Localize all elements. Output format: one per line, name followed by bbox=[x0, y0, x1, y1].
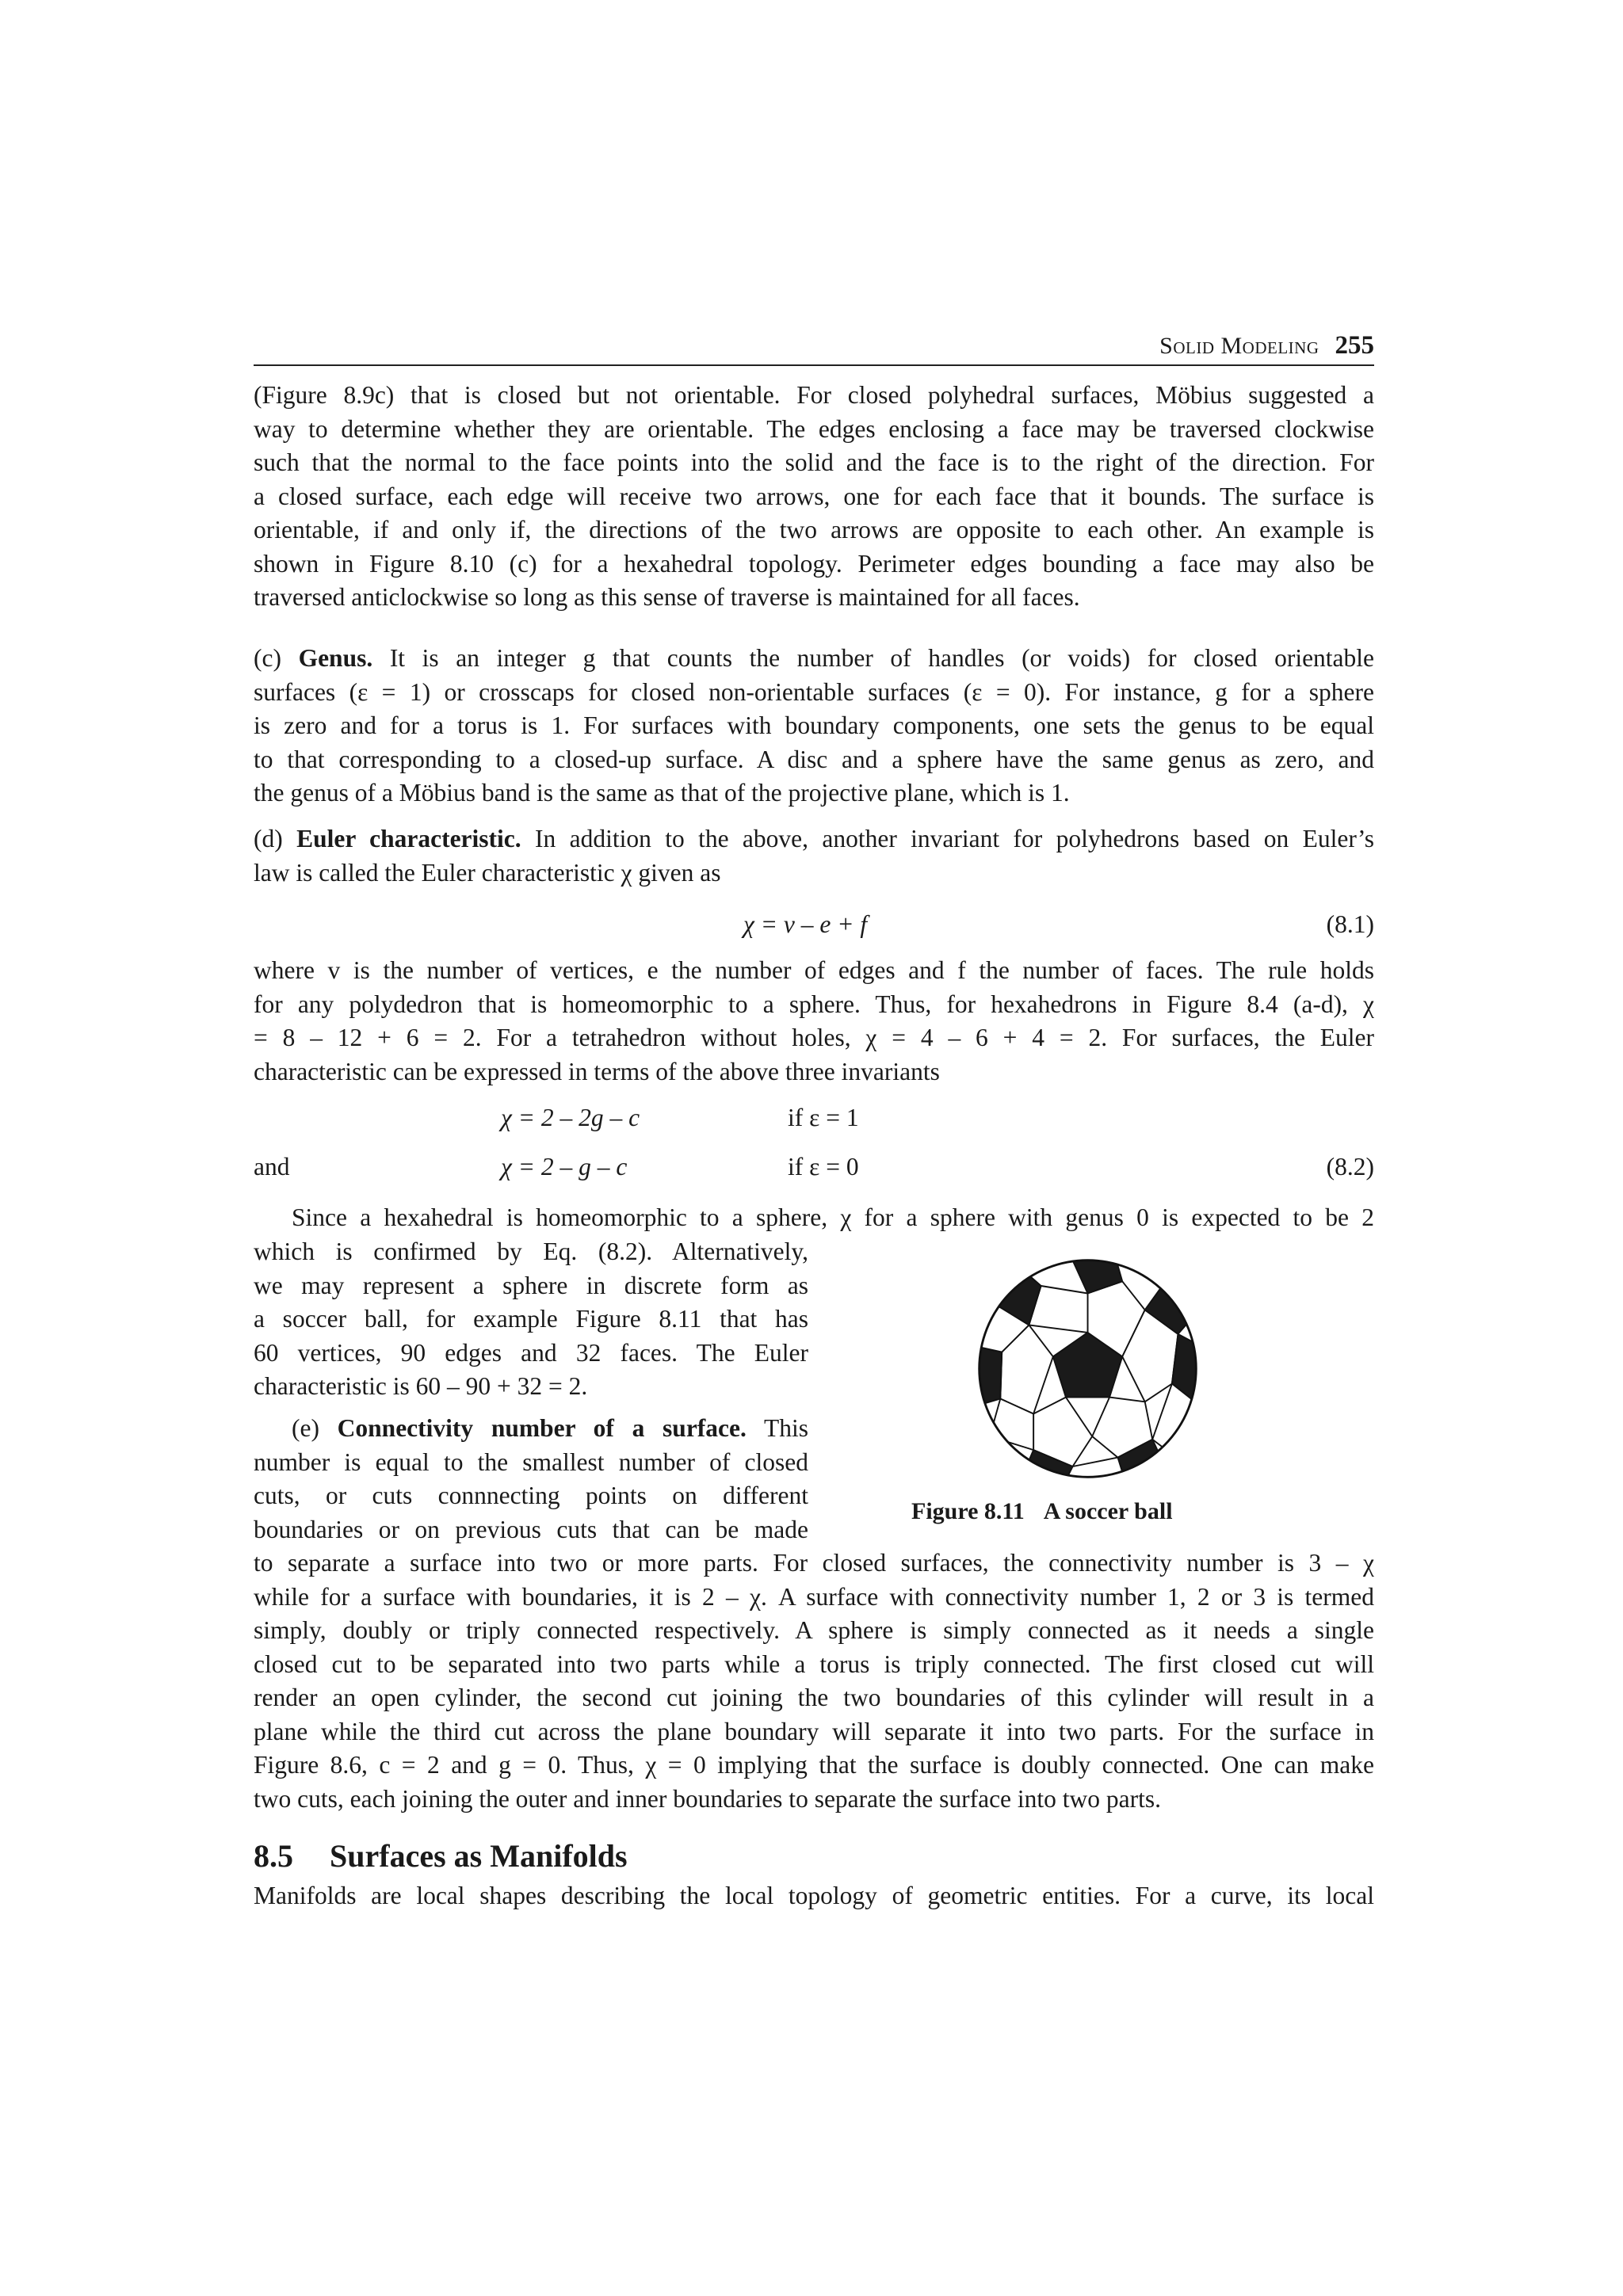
text-line: cuts, or cuts connnecting points on different bbox=[254, 1482, 808, 1509]
text-line: two cuts, each joining the outer and inner boundaries to separate the surface into two parts. bbox=[254, 1784, 1162, 1813]
text-line: It is an integer g that counts the number of handles (or voids) for closed orientable bbox=[389, 644, 1375, 672]
paragraph-orientability bbox=[254, 379, 1374, 615]
text-line: the genus of a Möbius band is the same as that of the projective plane, which is 1. bbox=[254, 779, 1070, 807]
equation-number-8-2: (8.2) bbox=[1326, 1153, 1374, 1180]
text-line: orientable, if and only if, the directions of the two arrows are opposite to each other. An example is bbox=[254, 516, 1374, 543]
figure-label: Figure 8.11 bbox=[911, 1498, 1025, 1524]
text-line: characteristic can be expressed in terms of the above three invariants bbox=[254, 1057, 940, 1085]
text-line: to separate a surface into two or more parts. For closed surfaces, the connectivity number is 3 – χ bbox=[254, 1549, 1374, 1577]
text-line: such that the normal to the face points into the solid and the face is to the right of the direction. For bbox=[254, 448, 1374, 476]
text-line: law is called the Euler characteristic χ given as bbox=[254, 858, 721, 887]
section-number: 8.5 bbox=[254, 1838, 293, 1874]
item-label: (d) bbox=[254, 825, 283, 852]
term-euler: Euler characteristic. bbox=[296, 825, 521, 852]
text-line: where v is the number of vertices, e the number of edges and f the number of faces. The rule holds bbox=[254, 956, 1374, 984]
running-title: Solid Modeling bbox=[1159, 333, 1319, 359]
text-line: closed cut to be separated into two parts while a torus is triply connected. The first closed cut will bbox=[254, 1650, 1374, 1678]
equation-8-2b-condition: if ε = 0 bbox=[788, 1153, 859, 1180]
text-line: shown in Figure 8.10 (c) for a hexahedral topology. Perimeter edges bounding a face may also be bbox=[254, 549, 1374, 578]
text-line: to that corresponding to a closed-up surface. A disc and a sphere have the same genus as zero, and bbox=[254, 745, 1374, 773]
soccer-ball-illustration bbox=[975, 1256, 1201, 1482]
equation-8-2a-condition: if ε = 1 bbox=[788, 1104, 859, 1131]
text-line: Manifolds are local shapes describing the local topology of geometric entities. For a curve, its local bbox=[254, 1882, 1374, 1909]
text-line: 60 vertices, 90 edges and 32 faces. The Euler bbox=[254, 1338, 808, 1367]
running-header bbox=[254, 330, 1374, 362]
paragraph-where bbox=[254, 954, 1374, 1089]
text-line: characteristic is 60 – 90 + 32 = 2. bbox=[254, 1372, 588, 1400]
figure-caption-text: A soccer ball bbox=[1043, 1498, 1173, 1524]
text-line: render an open cylinder, the second cut joining the two boundaries of this cylinder will result in a bbox=[254, 1684, 1374, 1711]
text-line: which is confirmed by Eq. (8.2). Alternatively, bbox=[254, 1238, 808, 1265]
equation-and: and bbox=[254, 1153, 290, 1180]
equation-8-2b: χ = 2 – g – c bbox=[501, 1153, 628, 1180]
text-line: = 8 – 12 + 6 = 2. For a tetrahedron without holes, χ = 4 – 6 + 4 = 2. For surfaces, the Euler bbox=[254, 1024, 1374, 1051]
term-connectivity: Connectivity number of a surface. bbox=[337, 1414, 747, 1442]
equation-8-1: χ = v – e + f bbox=[743, 910, 868, 938]
text-line: we may represent a sphere in discrete form as bbox=[254, 1271, 808, 1299]
equation-8-2a: χ = 2 – 2g – c bbox=[501, 1104, 640, 1131]
paragraph-since-first bbox=[254, 1201, 1374, 1235]
text-line: In addition to the above, another invariant for polyhedrons based on Euler’s bbox=[535, 825, 1374, 852]
text-line: way to determine whether they are orientable. The edges enclosing a face may be traversed clockwise bbox=[254, 414, 1374, 443]
section-title: Surfaces as Manifolds bbox=[330, 1838, 628, 1874]
text-line: a closed surface, each edge will receive two arrows, one for each face that it bounds. The surface is bbox=[254, 482, 1374, 510]
item-label: (e) bbox=[292, 1414, 319, 1442]
text-line: Since a hexahedral is homeomorphic to a sphere, χ for a sphere with genus 0 is expected to be 2 bbox=[292, 1203, 1374, 1231]
paragraph-genus bbox=[254, 642, 1374, 810]
section-heading bbox=[254, 1836, 628, 1876]
text-line: Figure 8.6, c = 2 and g = 0. Thus, χ = 0 implying that the surface is doubly connected. One can make bbox=[254, 1751, 1374, 1779]
text-line: plane while the third cut across the plane boundary will separate it into two parts. For the surface in bbox=[254, 1717, 1374, 1745]
paragraph-since-wrap bbox=[254, 1235, 808, 1404]
figure-caption bbox=[911, 1496, 1268, 1527]
page-number: 255 bbox=[1335, 331, 1374, 360]
text-line: surfaces (ε = 1) or crosscaps for closed non-orientable surfaces (ε = 0). For instance, g for a sphere bbox=[254, 677, 1374, 706]
text-line: simply, doubly or triply connected respectively. A sphere is simply connected as it needs a single bbox=[254, 1616, 1374, 1644]
text-line: This bbox=[764, 1414, 809, 1442]
text-line: boundaries or on previous cuts that can be made bbox=[254, 1515, 808, 1543]
text-line: number is equal to the smallest number of closed bbox=[254, 1447, 808, 1476]
text-line: while for a surface with boundaries, it is 2 – χ. A surface with connectivity number 1, 2 or 3 is termed bbox=[254, 1582, 1374, 1611]
text-line: (Figure 8.9c) that is closed but not orientable. For closed polyhedral surfaces, Möbius suggested a bbox=[254, 381, 1374, 409]
text-line: a soccer ball, for example Figure 8.11 that has bbox=[254, 1305, 808, 1333]
paragraph-manifolds bbox=[254, 1879, 1374, 1913]
header-rule bbox=[254, 364, 1374, 366]
paragraph-connectivity bbox=[254, 1547, 1374, 1816]
text-line: is zero and for a torus is 1. For surfaces with boundary components, one sets the genus to be equal bbox=[254, 711, 1374, 739]
item-label: (c) bbox=[254, 644, 281, 672]
paragraph-connectivity-wrap bbox=[254, 1412, 808, 1547]
paragraph-euler bbox=[254, 822, 1374, 890]
text-line: traversed anticlockwise so long as this sense of traverse is maintained for all faces. bbox=[254, 583, 1080, 611]
term-genus: Genus. bbox=[298, 644, 373, 672]
text-line: for any polydedron that is homeomorphic to a sphere. Thus, for hexahedrons in Figure 8.4 (a-d), χ bbox=[254, 990, 1374, 1018]
equation-number-8-1: (8.1) bbox=[1326, 910, 1374, 938]
